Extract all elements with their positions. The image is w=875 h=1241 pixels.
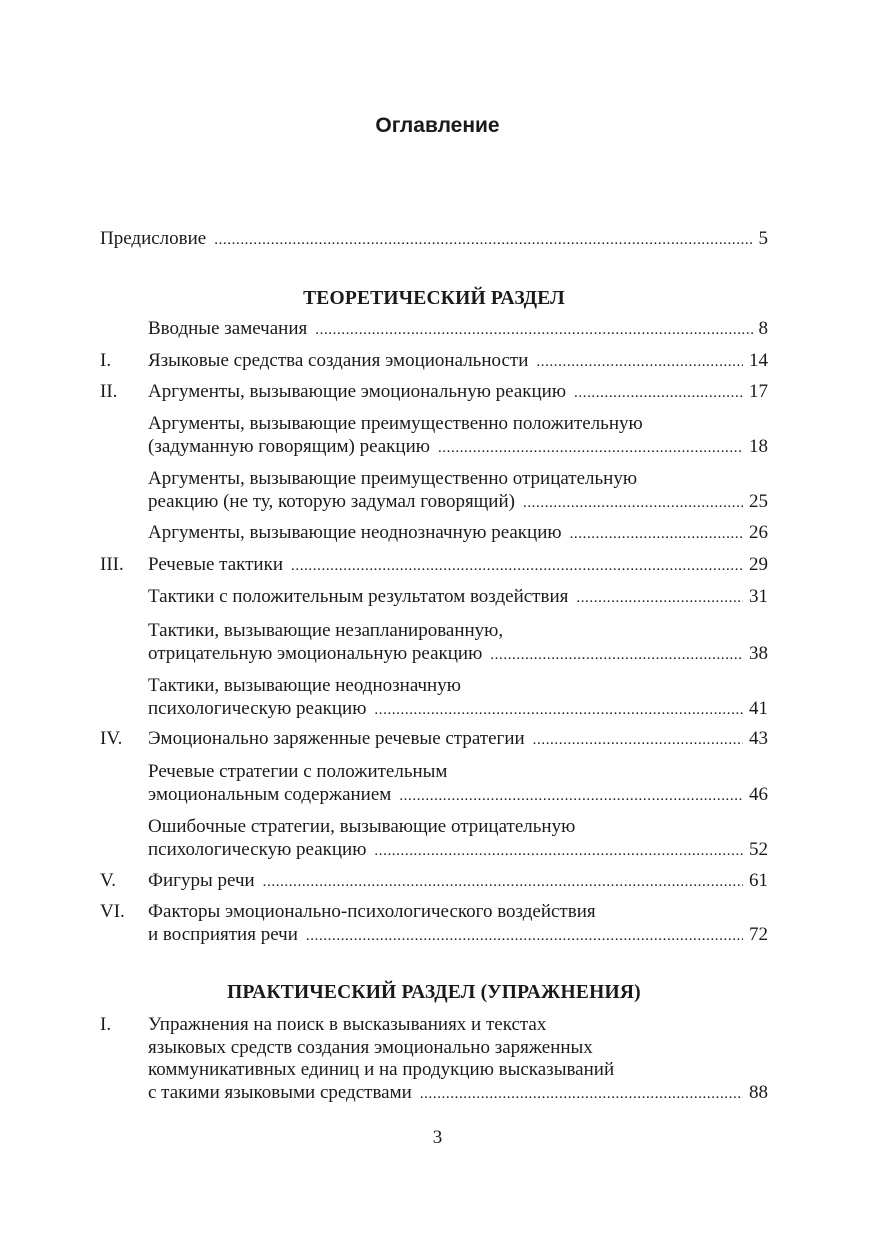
toc-entry-text: отрицательную эмоциональную реакцию <box>148 642 483 664</box>
toc-entry-number: I. <box>100 1014 112 1035</box>
toc-entry-text: и восприятия речи <box>148 923 298 945</box>
toc-entry <box>100 728 768 752</box>
section-heading: ПРАКТИЧЕСКИЙ РАЗДЕЛ (УПРАЖНЕНИЯ) <box>227 982 641 1003</box>
toc-entry <box>100 318 768 342</box>
toc-entry-text: с такими языковыми средствами <box>148 1081 412 1103</box>
toc-entry-number: III. <box>100 554 124 575</box>
toc-page-number: 43 <box>749 728 768 749</box>
dot-leader <box>574 382 743 405</box>
toc-entry-number: V. <box>100 870 117 891</box>
toc-page-number: 26 <box>749 522 768 543</box>
toc-entry-text: Аргументы, вызывающие преимущественно отрицательную <box>148 468 638 489</box>
toc-entry-text: Тактики, вызывающие незапланированную, <box>148 620 504 641</box>
toc-entry-number: IV. <box>100 728 123 749</box>
toc-entry <box>100 554 768 578</box>
toc-entry-text: Вводные замечания <box>148 318 308 339</box>
toc-entry <box>100 381 768 405</box>
toc-entry-text: Факторы эмоционально-психологического воздействия <box>148 901 596 922</box>
toc-page-number: 31 <box>749 586 768 607</box>
toc-entry-text: Языковые средства создания эмоциональности <box>148 350 529 371</box>
toc-entry <box>100 620 768 666</box>
toc-entry-text: (задуманную говорящим) реакцию <box>148 435 430 457</box>
toc-page-number: 5 <box>758 228 768 249</box>
page-number: 3 <box>432 1127 443 1148</box>
toc-entry-number: II. <box>100 381 118 402</box>
dot-leader <box>214 229 752 252</box>
toc-entry-text: Предисловие <box>100 228 207 249</box>
dot-leader <box>374 840 743 863</box>
toc-entry-text: Эмоционально заряженные речевые стратегии <box>148 728 525 749</box>
toc-page-number: 61 <box>749 870 768 891</box>
dot-leader <box>490 644 743 667</box>
toc-page-number: 29 <box>749 554 768 575</box>
toc-entry-text: Аргументы, вызывающие преимущественно положительную <box>148 413 643 434</box>
toc-entry-text: Аргументы, вызывающие эмоциональную реакцию <box>148 381 567 402</box>
toc-entry-text: реакцию (не ту, которую задумал говорящий) <box>148 490 515 512</box>
toc-entry <box>100 350 768 374</box>
toc-page-number: 52 <box>749 838 768 860</box>
toc-entry <box>100 901 768 947</box>
dot-leader <box>576 587 743 610</box>
toc-entry-text: Речевые тактики <box>148 554 284 575</box>
toc-entry <box>100 413 768 459</box>
toc-page-number: 18 <box>749 435 768 457</box>
toc-page-number: 72 <box>749 923 768 945</box>
toc-entry-text: Тактики, вызывающие неоднозначную <box>148 675 461 696</box>
toc-entry-text: Ошибочные стратегии, вызывающие отрицательную <box>148 816 576 837</box>
toc-page-number: 14 <box>749 350 768 371</box>
toc-entry <box>100 675 768 721</box>
dot-leader <box>306 925 743 948</box>
toc-entry <box>100 761 768 807</box>
dot-leader <box>291 555 743 578</box>
toc-entry-text: Аргументы, вызывающие неоднозначную реакцию <box>148 522 562 543</box>
toc-page-number: 46 <box>749 783 768 805</box>
toc-entry <box>100 522 768 546</box>
dot-leader <box>263 871 743 894</box>
toc-entry-text: эмоциональным содержанием <box>148 783 392 805</box>
toc-entry <box>100 586 768 610</box>
toc-page-number: 17 <box>749 381 768 402</box>
dot-leader <box>315 319 752 342</box>
dot-leader <box>438 437 743 460</box>
dot-leader <box>374 699 743 722</box>
toc-entry-text: психологическую реакцию <box>148 697 367 719</box>
dot-leader <box>399 785 743 808</box>
dot-leader <box>523 492 743 515</box>
toc-entry-text: психологическую реакцию <box>148 838 367 860</box>
dot-leader <box>420 1083 743 1106</box>
toc-page-number: 88 <box>749 1081 768 1103</box>
toc-entry-number: VI. <box>100 901 125 922</box>
toc-entry <box>100 816 768 862</box>
toc-entry-text: Речевые стратегии с положительным <box>148 761 448 782</box>
toc-entry <box>100 228 768 252</box>
toc-entry-text: Фигуры речи <box>148 870 255 891</box>
toc-entry-text: Тактики с положительным результатом воздействия <box>148 586 569 607</box>
section-heading: ТЕОРЕТИЧЕСКИЙ РАЗДЕЛ <box>303 288 565 309</box>
toc-entry <box>100 1014 768 1105</box>
dot-leader <box>570 523 743 546</box>
toc-page-number: 41 <box>749 697 768 719</box>
toc-page-number: 38 <box>749 642 768 664</box>
toc-entry-number: I. <box>100 350 112 371</box>
dot-leader <box>536 351 743 374</box>
toc-entry-text: Упражнения на поиск в высказываниях и текстах <box>148 1014 547 1035</box>
toc-entry <box>100 468 768 514</box>
toc-entry-text: языковых средств создания эмоционально заряженных <box>148 1036 593 1058</box>
toc-entry <box>100 870 768 894</box>
toc-page-number: 8 <box>758 318 768 339</box>
page-title: Оглавление <box>375 114 500 137</box>
toc-page-number: 25 <box>749 490 768 512</box>
toc-entry-text: коммуникативных единиц и на продукцию высказываний <box>148 1059 615 1080</box>
dot-leader <box>533 729 743 752</box>
